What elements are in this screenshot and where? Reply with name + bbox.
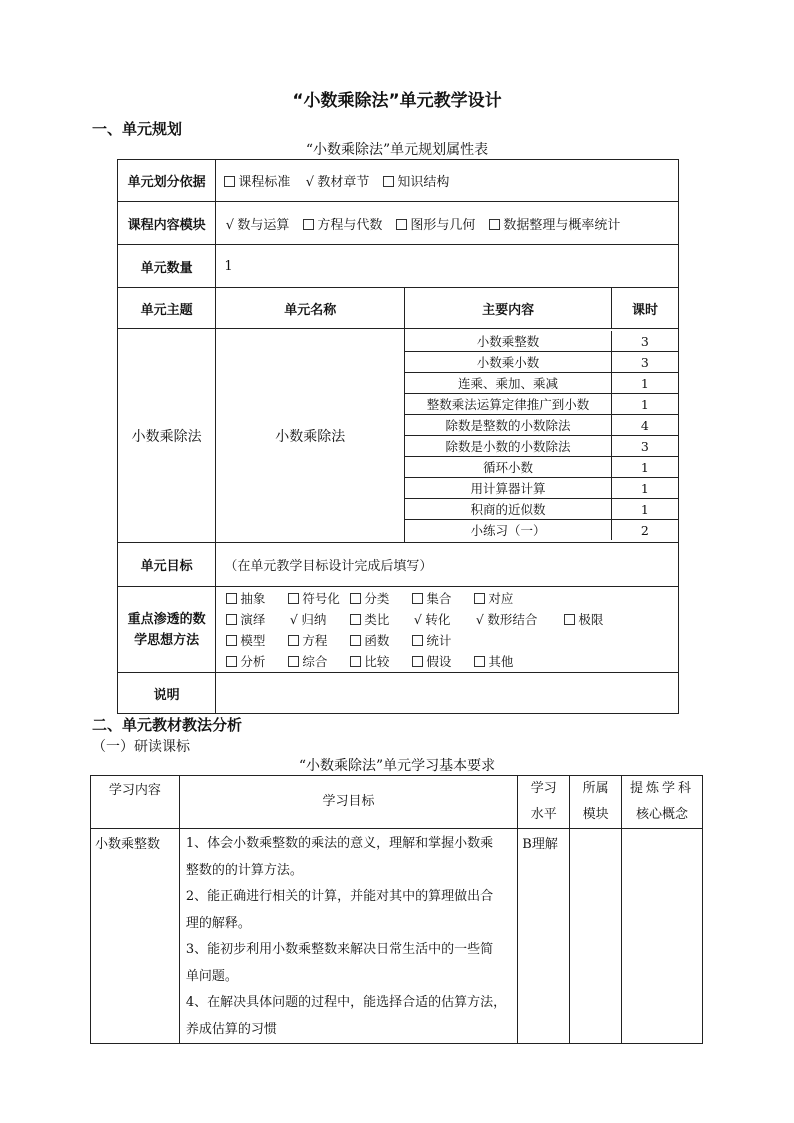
basis-option-label: 课程标准 [238, 175, 291, 190]
checkbox-icon [396, 219, 407, 230]
basis-option-label: 知识结构 [397, 175, 450, 190]
basis-option [224, 171, 290, 190]
goal-line: 理的解释。 [185, 915, 251, 931]
lesson-hours: 3 [611, 352, 678, 373]
checkbox-icon [350, 635, 361, 646]
module-option-label: 数据整理与概率统计 [503, 217, 621, 233]
col-header-name: 单元名称 [216, 288, 405, 329]
checkbox-icon [474, 656, 485, 667]
lesson-hours: 1 [611, 394, 678, 415]
basis-options [216, 160, 679, 202]
section-heading-plan: 一、单元规划 [92, 120, 183, 138]
methods-label-line2: 学思想方法 [134, 632, 200, 648]
req-row-level: B理解 [518, 829, 570, 1044]
req-header-level-line2: 水平 [530, 807, 557, 822]
method-option-label: 分析 [240, 654, 266, 669]
lesson-content: 小练习（一） [405, 520, 611, 541]
lesson-content: 整数乘法运算定律推广到小数 [405, 394, 611, 415]
method-option-label: 演绎 [240, 612, 266, 627]
method-option [474, 652, 564, 670]
lesson-hours: 1 [611, 457, 678, 478]
checkbox-icon [564, 614, 575, 625]
checkmark-icon: √ [225, 217, 234, 233]
method-option-label: 假设 [426, 654, 452, 669]
checkbox-icon [474, 593, 485, 604]
checkbox-icon [412, 656, 423, 667]
plan-table [117, 159, 679, 714]
checkbox-icon [412, 635, 423, 646]
checkbox-icon [489, 219, 500, 230]
checkbox-icon [288, 656, 299, 667]
method-option [350, 652, 412, 670]
lesson-hours: 1 [611, 478, 678, 499]
req-header-concept-line2: 核心概念 [636, 807, 689, 822]
checkbox-icon [303, 219, 314, 230]
note-label: 说明 [118, 673, 216, 714]
basis-option [383, 171, 449, 190]
method-option [474, 610, 564, 628]
method-option-label: 转化 [425, 612, 451, 627]
goal-line: 3、能初步利用小数乘整数来解决日常生活中的一些简 [185, 942, 494, 957]
method-option-label: 对应 [488, 591, 514, 606]
lesson-row [405, 520, 678, 541]
plan-table-caption: “小数乘除法”单元规划属性表 [305, 142, 489, 158]
module-label: 课程内容模块 [118, 202, 216, 245]
lesson-content: 循环小数 [405, 457, 611, 478]
lesson-hours: 1 [611, 499, 678, 520]
col-header-content: 主要内容 [405, 288, 612, 329]
goal-value: （在单元教学目标设计完成后填写） [216, 543, 679, 587]
method-option [412, 652, 474, 670]
method-option-label: 数形结合 [487, 612, 538, 627]
method-option [564, 610, 634, 628]
lesson-content: 连乘、乘加、乘减 [405, 373, 611, 394]
lesson-content: 除数是小数的小数除法 [405, 436, 611, 457]
lesson-row [405, 331, 678, 352]
req-header-concept [622, 776, 703, 829]
checkbox-icon [226, 656, 237, 667]
req-row-concept [622, 829, 703, 1044]
goal-line: 1、体会小数乘整数的乘法的意义，理解和掌握小数乘 [185, 836, 494, 851]
method-option [412, 631, 474, 649]
req-header-content: 学习内容 [91, 776, 180, 829]
method-option-label: 比较 [364, 654, 390, 669]
lesson-row [405, 436, 678, 457]
module-option [224, 214, 289, 233]
method-option [350, 589, 412, 607]
checkbox-icon [350, 656, 361, 667]
req-header-level-line1: 学习 [530, 781, 557, 796]
unit-theme: 小数乘除法 [118, 329, 216, 543]
goal-label: 单元目标 [118, 543, 216, 587]
method-option [564, 631, 634, 649]
method-option-label: 类比 [364, 612, 390, 627]
lesson-content: 积商的近似数 [405, 499, 611, 520]
method-option-label: 综合 [302, 654, 328, 669]
method-option [350, 610, 412, 628]
method-option-label: 归纳 [301, 612, 327, 627]
lesson-content: 除数是整数的小数除法 [405, 415, 611, 436]
method-option [288, 631, 350, 649]
method-option [564, 589, 634, 607]
lesson-content: 小数乘小数 [405, 352, 611, 373]
methods-grid [216, 589, 678, 670]
module-option-label: 图形与几何 [410, 217, 476, 233]
method-option [226, 631, 288, 649]
goal-line: 2、能正确进行相关的计算，并能对其中的算理做出合 [185, 889, 494, 904]
methods-label-line1: 重点渗透的数 [127, 611, 206, 627]
requirements-table-caption: “小数乘除法”单元学习基本要求 [298, 758, 496, 774]
methods-label [118, 587, 216, 673]
req-header-module [570, 776, 622, 829]
lesson-row [405, 394, 678, 415]
lesson-list [405, 331, 678, 540]
module-option [303, 214, 382, 233]
lesson-hours: 1 [611, 373, 678, 394]
goal-line: 养成估算的习惯 [185, 1021, 277, 1037]
unit-count-value: 1 [216, 245, 679, 288]
lesson-hours: 4 [611, 415, 678, 436]
method-option-label: 抽象 [240, 591, 266, 606]
page-title: “小数乘除法”单元教学设计 [292, 91, 502, 111]
method-option [288, 589, 350, 607]
method-option [226, 589, 288, 607]
method-option [226, 610, 288, 628]
checkbox-icon [224, 176, 235, 187]
checkmark-icon: √ [305, 175, 314, 190]
method-option [412, 610, 474, 628]
method-option-label: 函数 [364, 633, 390, 648]
method-option [288, 652, 350, 670]
basis-label: 单元划分依据 [118, 160, 216, 202]
lesson-row [405, 457, 678, 478]
checkbox-icon [226, 614, 237, 625]
checkbox-icon [226, 635, 237, 646]
lesson-hours: 3 [611, 331, 678, 352]
checkbox-icon [288, 593, 299, 604]
req-header-goal: 学习目标 [179, 776, 517, 829]
col-header-theme: 单元主题 [118, 288, 216, 329]
subsection-heading: （一）研读课标 [92, 739, 190, 755]
method-option-label: 分类 [364, 591, 390, 606]
lesson-row [405, 352, 678, 373]
section-heading-analysis: 二、单元教材教法分析 [92, 716, 243, 734]
checkbox-icon [350, 614, 361, 625]
method-option [564, 652, 634, 670]
method-option [350, 631, 412, 649]
req-header-concept-line1: 提炼学科 [630, 781, 695, 796]
lesson-row [405, 373, 678, 394]
methods-grid-cell [216, 587, 679, 673]
method-option [474, 589, 564, 607]
module-option [396, 214, 475, 233]
method-option [288, 610, 350, 628]
req-row-module [570, 829, 622, 1044]
req-row-goals [179, 829, 517, 1044]
checkmark-icon: √ [475, 612, 484, 627]
module-option-label: 数与运算 [237, 217, 290, 233]
method-option-label: 方程 [302, 633, 328, 648]
module-option [489, 214, 620, 233]
checkbox-icon [412, 593, 423, 604]
method-option [412, 589, 474, 607]
req-header-level [518, 776, 570, 829]
method-option-label: 符号化 [302, 591, 340, 606]
lesson-row [405, 499, 678, 520]
basis-option-label: 教材章节 [317, 175, 370, 190]
lesson-row [405, 478, 678, 499]
method-option-label: 模型 [240, 633, 266, 648]
lesson-row [405, 415, 678, 436]
checkmark-icon: √ [289, 612, 298, 627]
checkbox-icon [226, 593, 237, 604]
lesson-content: 小数乘整数 [405, 331, 611, 352]
unit-name: 小数乘除法 [216, 329, 405, 543]
col-header-hours: 课时 [612, 288, 679, 329]
req-row-content: 小数乘整数 [91, 829, 180, 1044]
goal-line: 单问题。 [185, 968, 238, 984]
method-option [474, 631, 564, 649]
unit-count-label: 单元数量 [118, 245, 216, 288]
req-header-module-line2: 模块 [582, 807, 609, 822]
checkmark-icon: √ [413, 612, 422, 627]
checkbox-icon [288, 635, 299, 646]
method-option-label: 极限 [578, 612, 604, 627]
method-option-label: 统计 [426, 633, 452, 648]
requirements-table [90, 775, 703, 1044]
goal-line: 4、在解决具体问题的过程中，能选择合适的估算方法， [185, 995, 507, 1010]
goal-line: 整数的的计算方法。 [185, 862, 303, 878]
method-option [226, 652, 288, 670]
method-option-label: 其他 [488, 654, 514, 669]
note-value [216, 673, 679, 714]
lesson-content: 用计算器计算 [405, 478, 611, 499]
lesson-hours: 3 [611, 436, 678, 457]
module-option-label: 方程与代数 [317, 217, 383, 233]
req-header-module-line1: 所属 [582, 781, 609, 796]
lesson-hours: 2 [640, 522, 649, 538]
basis-option [304, 171, 369, 190]
method-option-label: 集合 [426, 591, 452, 606]
checkbox-icon [350, 593, 361, 604]
module-options [216, 202, 679, 245]
checkbox-icon [383, 176, 394, 187]
